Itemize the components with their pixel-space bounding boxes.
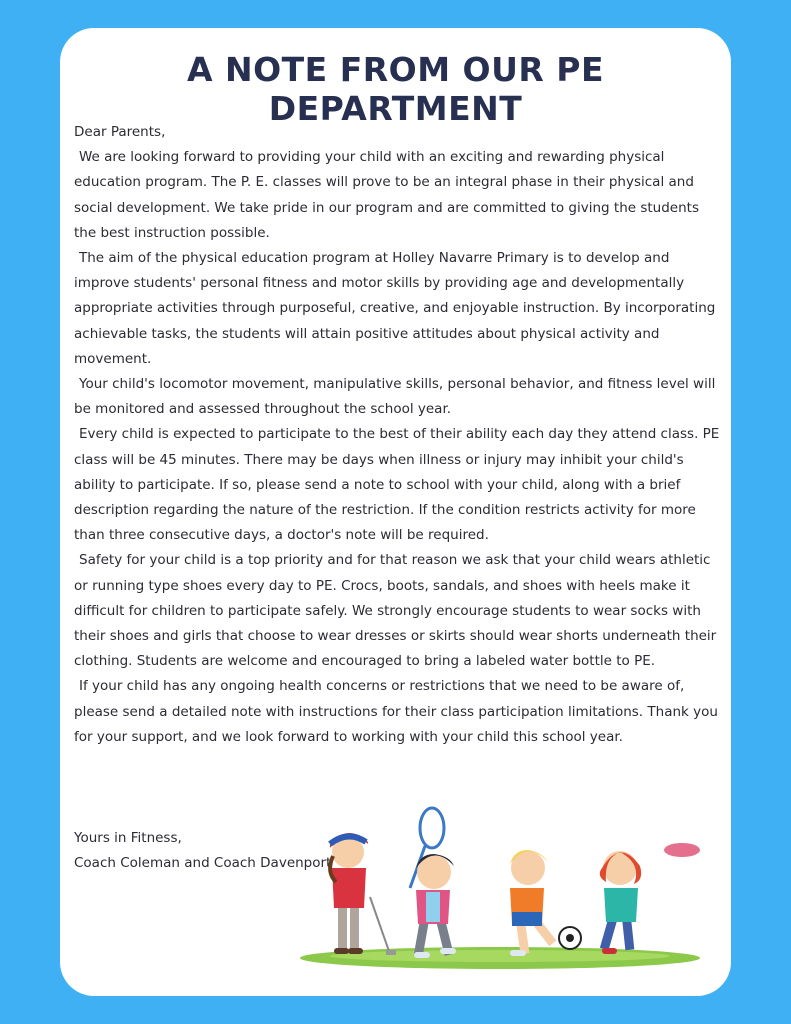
paragraph-intro: We are looking forward to providing your child with an exciting and rewarding physical education program. The P. E. classes will prove to be an integral phase in their physical and social development. We take pride in our program and are committed to giving the students the best instruction possible.	[74, 149, 699, 241]
paragraph-aim: The aim of the physical education program at Holley Navarre Primary is to develop and improve students' personal fitness and motor skills by providing age and developmentally appropriate activities through purposeful, creative, and enjoyable instruction. By incorporating achievable tasks, the students will attain positive attitudes about physical activity and movement.	[74, 250, 716, 367]
golfer-kid-figure	[330, 833, 396, 955]
signature: Coach Coleman and Coach Davenport	[74, 855, 332, 872]
kids-playing-illustration	[290, 772, 710, 972]
paragraph-safety: Safety for your child is a top priority and for that reason we ask that your child wears athletic or running type shoes every day to PE. Crocs, boots, sandals, and shoes with heels make it difficult for children to participate safely. We strongly encourage students to wear socks with their shoes and girls that choose to wear dresses or skirts should wear shorts underneath their clothing. Students are welcome and encouraged to bring a labeled water bottle to PE.	[74, 552, 717, 670]
closing: Yours in Fitness,	[74, 830, 182, 846]
letter-card	[60, 28, 731, 996]
greeting: Dear Parents,	[74, 124, 166, 140]
soccer-kid-figure	[510, 850, 581, 956]
badminton-kid-figure	[410, 808, 456, 958]
paragraph-participation: Every child is expected to participate to the best of their ability each day they attend class. PE class will be 45 minutes. There may be days when illness or injury may inhibit your child's ability to participate. If so, please send a note to school with your child, along with a brief description regarding the nature of the restriction. If the condition restricts activity for more than three consecutive days, a doctor's note will be required.	[74, 426, 720, 544]
paragraph-health: If your child has any ongoing health concerns or restrictions that we need to be aware of, please send a detailed note with instructions for their class participation limitations. Thank you for your support, and we look forward to working with your child this school year.	[74, 678, 718, 745]
paragraph-assessment: Your child's locomotor movement, manipulative skills, personal behavior, and fitness level will be monitored and assessed throughout the school year.	[74, 376, 716, 418]
letter-body	[74, 120, 724, 750]
page-title: A NOTE FROM OUR PE DEPARTMENT	[186, 50, 605, 128]
frisbee-kid-figure	[600, 843, 700, 954]
frisbee-icon	[664, 843, 700, 857]
